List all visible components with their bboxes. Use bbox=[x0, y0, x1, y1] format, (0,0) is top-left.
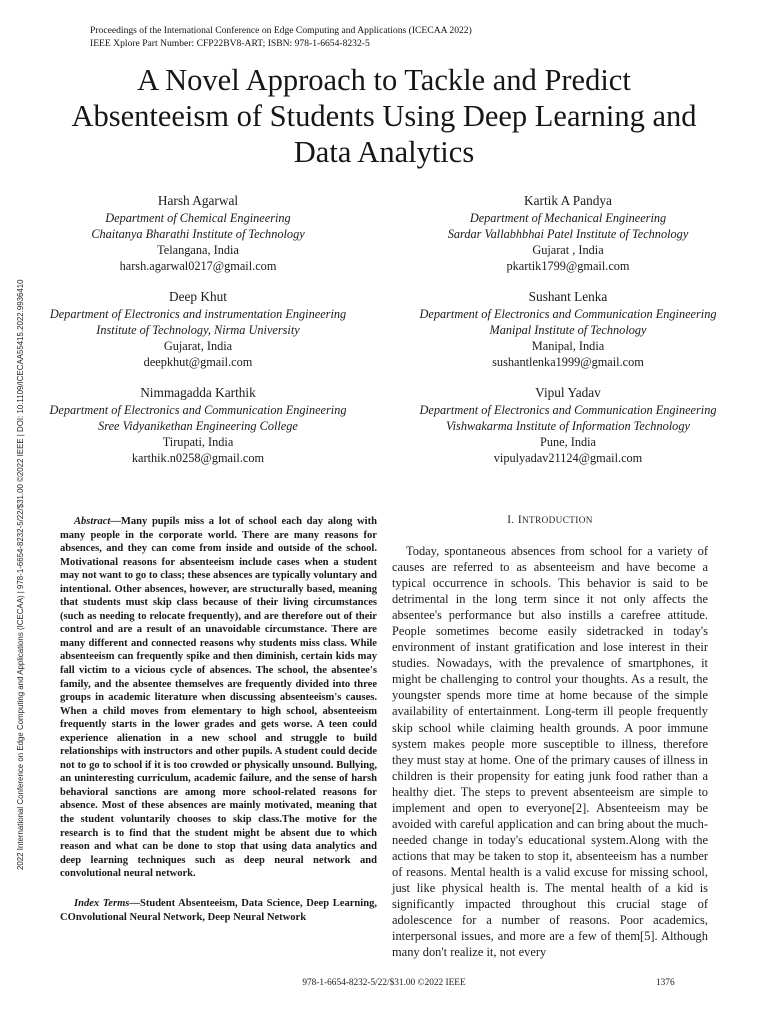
xplore-line: IEEE Xplore Part Number: CFP22BV8-ART; ISBN: 978-1-6654-8232-5 bbox=[90, 37, 370, 49]
proceedings-header bbox=[90, 25, 472, 50]
footer-isbn: 978-1-6654-8232-5/22/$31.00 ©2022 IEEE bbox=[302, 978, 466, 988]
abstract-dash: — bbox=[110, 516, 121, 527]
author-location: Tirupati, India bbox=[162, 435, 234, 449]
author-name: Vipul Yadav bbox=[535, 385, 601, 400]
section-title-rest: NTRODUCTION bbox=[522, 515, 593, 525]
index-terms-dash: — bbox=[129, 898, 140, 909]
author-block bbox=[388, 289, 748, 370]
author-block bbox=[388, 385, 748, 466]
doi-side-text: 2022 International Conference on Edge Computing and Applications (ICECAA) | 978-1-6654-8232-5/22/$31.00 ©2022 IEEE | DOI: 10.1109/ICECAA55415.2022.9936410 bbox=[16, 279, 25, 870]
index-terms-text: Student Absenteeism, Data Science, Deep Learning, COnvolutional Neural Network, Deep Neural Network bbox=[60, 898, 377, 923]
title-line-3: Data Analytics bbox=[293, 135, 475, 169]
index-terms-label: Index Terms bbox=[74, 898, 130, 909]
author-location: Gujarat, India bbox=[163, 339, 233, 353]
proceedings-line: Proceedings of the International Conference on Edge Computing and Applications (ICECAA 2022) bbox=[90, 25, 472, 36]
author-block bbox=[18, 289, 378, 370]
author-email: deepkhut@gmail.com bbox=[143, 355, 253, 369]
author-location: Gujarat , India bbox=[532, 243, 604, 257]
author-name: Sushant Lenka bbox=[528, 289, 608, 304]
author-institute: Institute of Technology, Nirma University bbox=[96, 323, 300, 337]
author-department: Department of Electronics and instrumentation Engineering bbox=[49, 307, 347, 321]
page-number: 1376 bbox=[656, 978, 675, 988]
author-name: Nimmagadda Karthik bbox=[140, 385, 256, 400]
paper-title bbox=[40, 62, 728, 170]
author-block bbox=[18, 193, 378, 274]
abstract bbox=[60, 515, 377, 881]
author-email: karthik.n0258@gmail.com bbox=[131, 451, 265, 465]
author-department: Department of Chemical Engineering bbox=[105, 211, 291, 225]
author-name: Harsh Agarwal bbox=[157, 193, 239, 208]
author-location: Pune, India bbox=[539, 435, 596, 449]
index-terms bbox=[60, 897, 377, 924]
author-department: Department of Electronics and Communication Engineering bbox=[49, 403, 347, 417]
author-department: Department of Mechanical Engineering bbox=[469, 211, 667, 225]
author-institute: Sree Vidyanikethan Engineering College bbox=[98, 419, 298, 433]
section-title-cap: I bbox=[517, 514, 523, 526]
title-line-1: A Novel Approach to Tackle and Predict bbox=[137, 63, 631, 97]
section-heading bbox=[392, 514, 708, 526]
author-institute: Manipal Institute of Technology bbox=[489, 323, 647, 337]
author-institute: Chaitanya Bharathi Institute of Technology bbox=[91, 227, 305, 241]
author-location: Telangana, India bbox=[157, 243, 239, 257]
author-name: Kartik A Pandya bbox=[524, 193, 612, 208]
author-institute: Vishwakarma Institute of Information Technology bbox=[446, 419, 690, 433]
author-name: Deep Khut bbox=[169, 289, 227, 304]
section-number: I. bbox=[507, 514, 515, 526]
author-email: sushantlenka1999@gmail.com bbox=[492, 355, 644, 369]
author-department: Department of Electronics and Communication Engineering bbox=[419, 307, 717, 321]
abstract-label: Abstract bbox=[74, 516, 111, 527]
abstract-text: Many pupils miss a lot of school each day along with many people in the corporate world. There are many reasons for absences, and they can come from inside and outside of the school. Motivational reasons for absenteeism include cases when a student may not want to go to class; these absences are typically voluntary and intentional. Other absences, however, are structurally based, meaning that students must skip class because of their living circumstances (such as needing to relocate frequently), and are therefore out of their control and are a result of an unavoidable circumstance. There are many different and connected reasons why students miss class. While absenteeism can frequently spike and then diminish, certain kids may fall victim to a vicious cycle of absences. The school, the absentee's family, and the absentee themselves are frequently divided into three groups in academic literature when discussing absenteeism's causes. When a child moves from elementary to high school, absenteeism frequently starts in the lower grades and gets worse. A teen could experience alienation in a new school and struggle to build relationships with instructors and other pupils. A student could decide not to go to school if it is too crowded or physically unsound. Bullying, an uninteresting curriculum, academic failure, and the sense of harsh behavioral sanctions are among more school-related reasons for absence. Most of these absences are mainly motivated, meaning that the student voluntarily chooses to skip class.The motive for the research is to find that the student might be absent due to which reason and what can be done to stop that using data analytics and deep learning techniques such as deep neural network and convolutional neural network. bbox=[60, 516, 377, 880]
author-institute: Sardar Vallabhbhai Patel Institute of Technology bbox=[447, 227, 689, 241]
author-department: Department of Electronics and Communication Engineering bbox=[419, 403, 717, 417]
author-email: vipulyadav21124@gmail.com bbox=[493, 451, 643, 465]
author-location: Manipal, India bbox=[531, 339, 605, 353]
author-block bbox=[18, 385, 378, 466]
introduction-paragraph: Today, spontaneous absences from school for a variety of causes are referred to as absenteeism and have become a typical occurrence in schools. This behavior is said to be detrimental in the long term since it not only affects the absentee's performance but also instills a carefree attitude. People sometimes become easily sidetracked in today's environment of instant gratification and lose interest in their studies. Nowadays, with the prevalence of smartphones, it might be challenging to control your thoughts. As a result, the youngster spends more time at home because of the simple availability of entertainment. Long-term ill people frequently skip school while claiming health grounds. A poor immune system makes people more susceptible to illness, therefore they must stay at home. One of the primary causes of illness in children is their propensity for eating junk food rather than a healthy diet. The steps to prevent absenteeism are simple to implement and open to everyone[2]. Absenteeism may be avoided with careful application and can bring about the much-needed change in today's educational system.Along with the actions that may be taken to stop it, absenteeism has a number of reasons. Mental health is a valid excuse for missing school, just like physical health is. The mental health of a kid is significantly impacted throughout this crucial stage of adolescence for a number of reasons. Poor academics, interpersonal issues, and more are a few of them[5]. Although many don't realize it, not every bbox=[392, 544, 708, 960]
author-email: pkartik1799@gmail.com bbox=[506, 259, 630, 273]
title-line-2: Absenteeism of Students Using Deep Learning and bbox=[71, 99, 697, 133]
author-block bbox=[388, 193, 748, 274]
author-email: harsh.agarwal0217@gmail.com bbox=[119, 259, 277, 273]
